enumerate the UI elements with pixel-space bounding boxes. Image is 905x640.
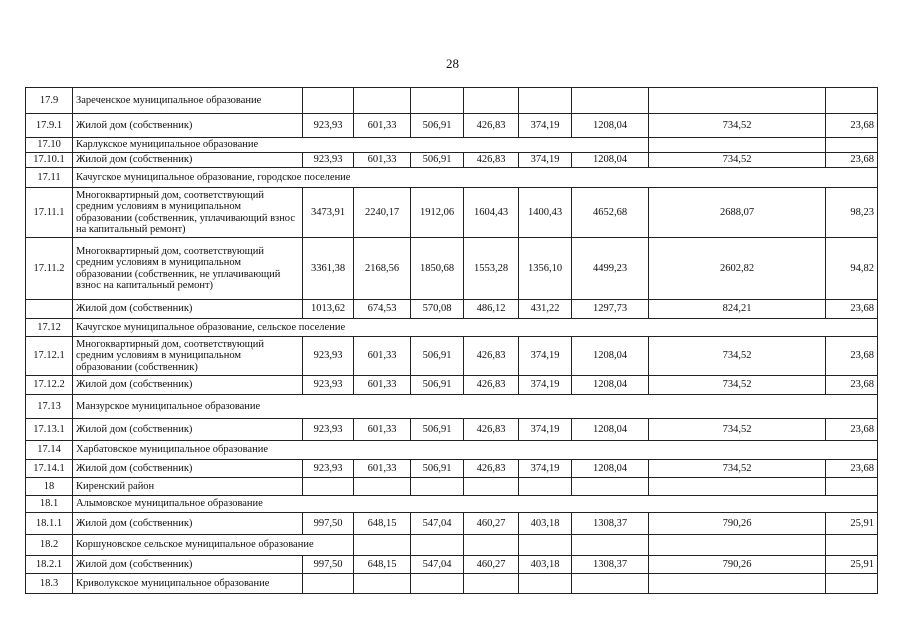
value-cell: 923,93 [303,337,354,376]
value-cell: 506,91 [411,114,464,138]
section-title: Коршуновское сельское муниципальное образование [73,535,354,556]
value-cell: 648,15 [354,513,411,535]
housing-type: Жилой дом (собственник) [73,114,303,138]
empty-cell [572,574,649,594]
value-cell: 374,19 [519,114,572,138]
row-number: 18 [26,478,73,496]
empty-cell [649,574,826,594]
table-row [26,153,878,168]
row-number: 18.1.1 [26,513,73,535]
section-row [26,168,878,188]
value-cell: 734,52 [649,376,826,395]
value-cell: 25,91 [826,556,878,574]
row-number: 17.10 [26,138,73,153]
section-title: Зареченское муниципальное образование [73,88,303,114]
value-cell: 1297,73 [572,300,649,319]
section-row [26,88,878,114]
value-cell: 923,93 [303,153,354,168]
table-row [26,114,878,138]
value-cell: 403,18 [519,556,572,574]
value-cell: 23,68 [826,460,878,478]
value-cell: 506,91 [411,419,464,441]
row-number [26,300,73,319]
table-row [26,300,878,319]
value-cell: 506,91 [411,153,464,168]
value-cell: 601,33 [354,419,411,441]
value-cell: 460,27 [464,556,519,574]
section-row [26,478,878,496]
empty-cell [826,88,878,114]
value-cell: 506,91 [411,337,464,376]
section-row [26,138,878,153]
housing-type: Многоквартирный дом, соответствующий средним условиям в муниципальном образовании (собственник, не уплачивающий взнос на капитальный ремонт) [73,238,303,300]
empty-cell [826,574,878,594]
empty-cell [411,88,464,114]
value-cell: 426,83 [464,153,519,168]
value-cell: 2688,07 [649,188,826,238]
value-cell: 734,52 [649,153,826,168]
section-title: Карлукское муниципальное образование [73,138,649,153]
empty-cell [354,535,411,556]
section-title: Криволукское муниципальное образование [73,574,303,594]
empty-cell [354,478,411,496]
value-cell: 2240,17 [354,188,411,238]
empty-cell [411,478,464,496]
value-cell: 1850,68 [411,238,464,300]
value-cell: 601,33 [354,460,411,478]
empty-cell [303,478,354,496]
section-row [26,496,878,513]
value-cell: 1208,04 [572,114,649,138]
housing-type: Жилой дом (собственник) [73,419,303,441]
row-number: 17.12.2 [26,376,73,395]
value-cell: 506,91 [411,460,464,478]
value-cell: 547,04 [411,513,464,535]
value-cell: 923,93 [303,114,354,138]
value-cell: 25,91 [826,513,878,535]
value-cell: 923,93 [303,376,354,395]
row-number: 17.11 [26,168,73,188]
empty-cell [649,88,826,114]
housing-type: Жилой дом (собственник) [73,460,303,478]
value-cell: 734,52 [649,419,826,441]
empty-cell [464,535,519,556]
value-cell: 426,83 [464,460,519,478]
value-cell: 3473,91 [303,188,354,238]
value-cell: 374,19 [519,153,572,168]
section-title: Манзурское муниципальное образование [73,395,878,419]
value-cell: 1208,04 [572,153,649,168]
value-cell: 374,19 [519,337,572,376]
empty-cell [519,535,572,556]
value-cell: 674,53 [354,300,411,319]
row-number: 17.14 [26,441,73,460]
table-row [26,460,878,478]
value-cell: 426,83 [464,376,519,395]
table-row [26,419,878,441]
empty-cell [572,478,649,496]
value-cell: 23,68 [826,337,878,376]
value-cell: 601,33 [354,337,411,376]
empty-cell [411,535,464,556]
empty-cell [826,478,878,496]
housing-type: Жилой дом (собственник) [73,556,303,574]
value-cell: 374,19 [519,419,572,441]
row-number: 17.9.1 [26,114,73,138]
value-cell: 601,33 [354,153,411,168]
housing-type: Жилой дом (собственник) [73,513,303,535]
value-cell: 460,27 [464,513,519,535]
table-row [26,376,878,395]
row-number: 17.13.1 [26,419,73,441]
value-cell: 734,52 [649,337,826,376]
row-number: 17.12 [26,319,73,337]
housing-type: Многоквартирный дом, соответствующий средним условиям в муниципальном образовании (собственник) [73,337,303,376]
empty-cell [649,478,826,496]
row-number: 17.11.1 [26,188,73,238]
value-cell: 1208,04 [572,337,649,376]
empty-cell [572,535,649,556]
value-cell: 4499,23 [572,238,649,300]
value-cell: 1208,04 [572,376,649,395]
row-number: 18.2 [26,535,73,556]
section-title: Киренский район [73,478,303,496]
row-number: 17.11.2 [26,238,73,300]
value-cell: 1208,04 [572,460,649,478]
empty-cell [519,478,572,496]
table-row [26,188,878,238]
housing-type: Жилой дом (собственник) [73,153,303,168]
row-number: 18.3 [26,574,73,594]
value-cell: 98,23 [826,188,878,238]
empty-cell [303,574,354,594]
row-number: 17.14.1 [26,460,73,478]
value-cell: 94,82 [826,238,878,300]
section-title: Качугское муниципальное образование, сельское поселение [73,319,878,337]
empty-cell [354,574,411,594]
empty-cell [354,88,411,114]
empty-cell [303,88,354,114]
empty-cell [649,138,826,153]
value-cell: 374,19 [519,376,572,395]
value-cell: 4652,68 [572,188,649,238]
value-cell: 426,83 [464,114,519,138]
section-title: Качугское муниципальное образование, городское поселение [73,168,878,188]
row-number: 17.12.1 [26,337,73,376]
row-number: 17.9 [26,88,73,114]
empty-cell [464,478,519,496]
tariff-table [25,87,878,594]
empty-cell [572,88,649,114]
value-cell: 923,93 [303,460,354,478]
value-cell: 547,04 [411,556,464,574]
value-cell: 403,18 [519,513,572,535]
value-cell: 997,50 [303,513,354,535]
value-cell: 997,50 [303,556,354,574]
value-cell: 23,68 [826,376,878,395]
empty-cell [826,138,878,153]
value-cell: 570,08 [411,300,464,319]
value-cell: 23,68 [826,300,878,319]
value-cell: 1912,06 [411,188,464,238]
value-cell: 426,83 [464,419,519,441]
page-number: 28 [446,56,459,71]
value-cell: 1308,37 [572,513,649,535]
value-cell: 790,26 [649,513,826,535]
row-number: 17.10.1 [26,153,73,168]
section-row [26,535,878,556]
value-cell: 1400,43 [519,188,572,238]
row-number: 18.1 [26,496,73,513]
value-cell: 506,91 [411,376,464,395]
empty-cell [826,535,878,556]
empty-cell [411,574,464,594]
value-cell: 431,22 [519,300,572,319]
table-row [26,238,878,300]
value-cell: 601,33 [354,114,411,138]
empty-cell [464,88,519,114]
value-cell: 824,21 [649,300,826,319]
table-row [26,337,878,376]
housing-type: Жилой дом (собственник) [73,300,303,319]
value-cell: 486,12 [464,300,519,319]
value-cell: 1208,04 [572,419,649,441]
value-cell: 1604,43 [464,188,519,238]
section-title: Харбатовское муниципальное образование [73,441,878,460]
housing-type: Жилой дом (собственник) [73,376,303,395]
row-number: 18.2.1 [26,556,73,574]
empty-cell [649,535,826,556]
value-cell: 1308,37 [572,556,649,574]
section-title: Алымовское муниципальное образование [73,496,878,513]
empty-cell [519,88,572,114]
value-cell: 1013,62 [303,300,354,319]
table-row [26,513,878,535]
table-row [26,556,878,574]
value-cell: 2168,56 [354,238,411,300]
value-cell: 734,52 [649,460,826,478]
value-cell: 790,26 [649,556,826,574]
value-cell: 601,33 [354,376,411,395]
value-cell: 923,93 [303,419,354,441]
value-cell: 23,68 [826,419,878,441]
value-cell: 1356,10 [519,238,572,300]
section-row [26,319,878,337]
value-cell: 426,83 [464,337,519,376]
section-row [26,441,878,460]
empty-cell [519,574,572,594]
value-cell: 3361,38 [303,238,354,300]
value-cell: 23,68 [826,114,878,138]
housing-type: Многоквартирный дом, соответствующий средним условиям в муниципальном образовании (собственник, уплачивающий взнос на капитальный ремонт) [73,188,303,238]
value-cell: 23,68 [826,153,878,168]
value-cell: 734,52 [649,114,826,138]
value-cell: 374,19 [519,460,572,478]
empty-cell [464,574,519,594]
value-cell: 1553,28 [464,238,519,300]
value-cell: 648,15 [354,556,411,574]
section-row [26,395,878,419]
row-number: 17.13 [26,395,73,419]
value-cell: 2602,82 [649,238,826,300]
section-row [26,574,878,594]
